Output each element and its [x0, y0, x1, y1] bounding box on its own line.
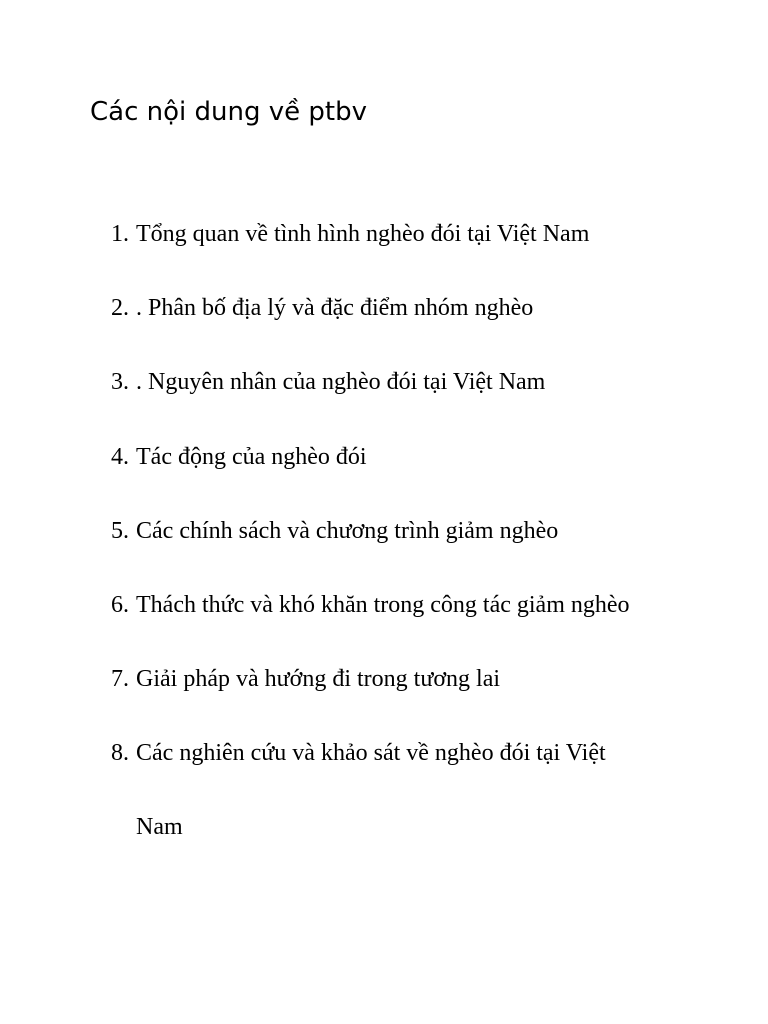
list-item-text: Tổng quan về tình hình nghèo đói tại Việt Nam: [136, 221, 590, 247]
list-item-text: Tác động của nghèo đói: [136, 444, 367, 470]
list-item-text: . Nguyên nhân của nghèo đói tại Việt Nam: [136, 369, 546, 395]
list-item-number: 2.: [111, 295, 129, 321]
list-item-text: Thách thức và khó khăn trong công tác giảm nghèo: [136, 592, 630, 618]
list-item-number: 7.: [111, 666, 129, 692]
list-item-text: Giải pháp và hướng đi trong tương lai: [136, 666, 501, 692]
list-item-text: Các chính sách và chương trình giảm nghèo: [136, 518, 559, 544]
list-item-text: . Phân bố địa lý và đặc điểm nhóm nghèo: [136, 295, 534, 321]
list-item-number: 5.: [111, 518, 129, 544]
list-item-number: 8.: [111, 740, 129, 766]
list-item-number: 3.: [111, 369, 129, 395]
list-item-number: 6.: [111, 592, 129, 618]
list-item-number: 1.: [111, 221, 129, 247]
page-title: Các nội dung về ptbv: [90, 97, 367, 127]
list-item-text: Các nghiên cứu và khảo sát về nghèo đói tại Việt Nam: [136, 740, 606, 840]
list-item-number: 4.: [111, 444, 129, 470]
